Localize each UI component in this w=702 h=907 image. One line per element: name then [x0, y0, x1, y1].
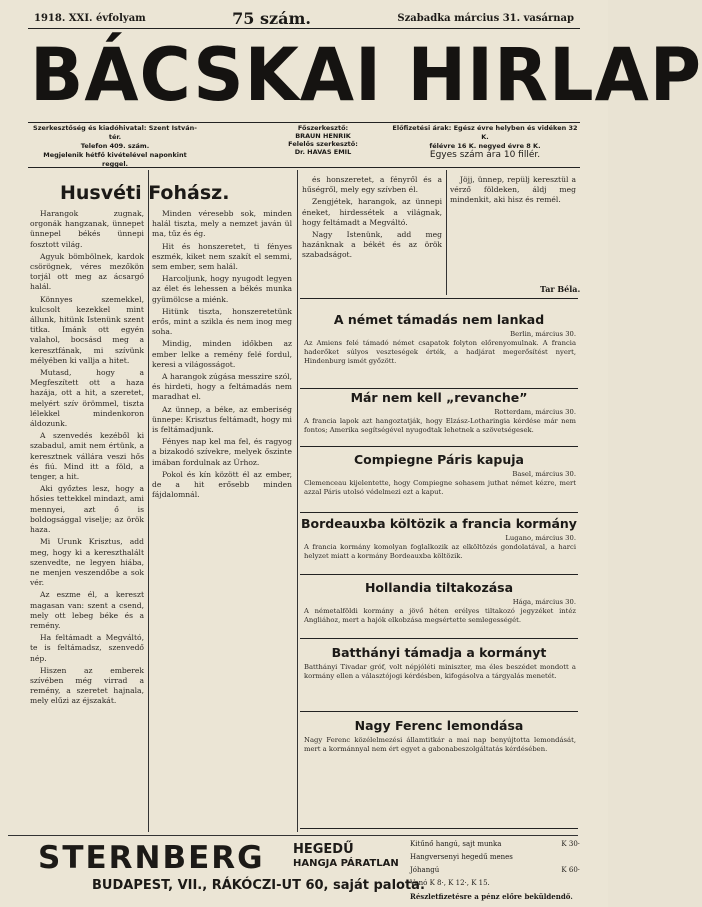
news-rule: [300, 574, 578, 575]
subscription-info: [390, 124, 580, 160]
office-address: Szerkesztőség és kiadóhivatal: Szent István-tér.: [33, 124, 197, 141]
lead-column-2: [152, 209, 292, 831]
news-body: [304, 470, 576, 510]
paragraph: Könnyes szemekkel, kulcsolt kezekkel mint állunk, hitünk Istenünk szent titka. Imánk ott egyén valahol, bocsásd meg a keresztfának, mi szívünk mélyében ki vallja a hitet.: [30, 294, 144, 365]
subs-line-1: Előfizetési árak: Egész évre helyben és vidéken 32 K.: [392, 124, 578, 141]
ad-address: BUDAPEST, VII., RÁKÓCZI-UT 60, saját palota.: [92, 878, 425, 893]
paragraph: Jöjj, ünnep, repülj keresztül a vérző földeken, áldj meg mindenkit, aki hisz és remél.: [450, 175, 576, 205]
single-price: Egyes szám ára 10 fillér.: [429, 150, 541, 160]
paragraph: Mutasd, hogy a Megfeszített ott a haza hazája, ott a hit, a szeretet, melyért szív örömmel, tiszta lélekkel mindenkoron áldozunk.: [30, 368, 144, 429]
news-dateline: Basel, március 30.: [512, 470, 576, 478]
divider-2: [297, 170, 298, 832]
resp-name: Dr. HAVAS EMIL: [294, 148, 352, 156]
news-body: [304, 663, 576, 709]
paragraph: Aki győztes lesz, hogy a hősies tettekkel mindazt, ami mennyei, azt ő is boldogsággal viselje; az örök haza.: [30, 484, 144, 535]
news-dateline: Berlin, március 30.: [510, 330, 576, 338]
paragraph: Mi Urunk Krisztus, add meg, hogy ki a kereszthalált szenvedte, ne legyen hiába, ne menjen veszendőbe a sok vér.: [30, 537, 144, 588]
news-text: A francia kormány komolyan foglalkozik az elköltözés gondolatával, a harci helyzet miatt a kormány Bordeauxba költözik.: [304, 543, 576, 560]
masthead-title: BÁCSKAI HIRLAP: [30, 31, 702, 119]
news-text: A francia lapok azt hangoztatják, hogy Elzász-Lotharingia kérdése már nem fontos; Amerika segítségével nyugodtak lehetnek a szövetségesek.: [304, 417, 576, 434]
news-text: Batthányi Tivadar gróf, volt népjóléti miniszter, ma éles beszédet mondott a kormány ellen a választójogi kérdésben, kifogásolva a tárgyalás menetét.: [304, 663, 576, 680]
news-dateline: Rotterdam, március 30.: [494, 408, 576, 416]
paragraph: Nagy Istenünk, add meg hazánknak a békét és az örök szabadságot.: [302, 230, 442, 260]
subs-line-2: félévre 16 K. negyed évre 8 K.: [429, 142, 541, 150]
news-headline: Nagy Ferenc lemondása: [354, 718, 524, 733]
paragraph: Pokol és kín között él az ember, de a hit erősebb minden fájdalomnál.: [152, 469, 292, 500]
resp-label: Felelős szerkesztő:: [288, 140, 358, 148]
price-label: Kitűnő hangú, sajt munka: [410, 840, 502, 848]
issue-line: [34, 10, 574, 26]
news-headline: Bordeauxba költözik a francia kormány: [301, 516, 577, 531]
ad-product: HEGEDŰ: [293, 842, 354, 857]
paragraph: Harcoljunk, hogy nyugodt legyen az élet és lehessen a békés munka gyümölcse a miénk.: [152, 274, 292, 304]
news-headline: Hollandia tiltakozása: [364, 580, 514, 595]
editors-info: [258, 124, 388, 156]
news-body: [304, 736, 576, 826]
lead-title: Husvéti Fohász.: [60, 182, 230, 204]
news-headline: A német támadás nem lankad: [333, 312, 545, 327]
news-body: [304, 408, 576, 444]
paragraph: Minden véresebb sok, minden halál tiszta, mely a nemzet javán ül ma, tűz és ég.: [152, 209, 292, 239]
news-text: Az Amiens felé támadó német csapatok folyton előrenyomulnak. A francia haderőket súlyos veszteségek érték, a hadjárat megerősítést nyert, Hindenburg ismét győzött.: [304, 339, 576, 365]
ad-price-list: [410, 838, 580, 903]
paragraph: Hitünk tiszta, honszeretetünk erős, mint a szikla és nem inog meg soha.: [152, 306, 292, 337]
paragraph: Hiszen az emberek szívében még virrad a remény, a szeretet hajnala, mely elűzi az éjszakát.: [30, 665, 144, 706]
rule-info: [28, 167, 580, 168]
paragraph: Mindig, minden időkben az ember lelke a remény felé fordul, keresi a világosságot.: [152, 339, 292, 369]
paragraph: Fényes nap kel ma fel, és ragyog a bizakodó szívekre, melyek őszinte imában fordulnak az Úrhoz.: [152, 437, 292, 467]
news-rule: [300, 638, 578, 639]
appearance-note: Megjelenik hétfő kivételével naponkint reggel.: [43, 151, 187, 168]
date-label: Szabadka március 31. vasárnap: [397, 12, 574, 24]
paragraph: Ha feltámadt a Megváltó, te is feltámadsz, szenvedő nép.: [30, 633, 144, 663]
paragraph: Agyuk bömbölnek, kardok csörögnek, véres mezőkön torjál ott meg az ácsargó halál.: [30, 251, 144, 292]
divider-1: [148, 170, 149, 832]
price-label: Vonó K 8·, K 12·, K 15.: [410, 879, 490, 887]
sternberg-ad: [8, 835, 580, 901]
info-bar: [30, 124, 578, 168]
editor-label: Főszerkesztő:: [297, 124, 349, 132]
ad-tagline: HANGJA PÁRATLAN: [293, 858, 399, 869]
price-value: K 30·: [561, 840, 580, 848]
news-headline: Compiegne Páris kapuja: [354, 452, 524, 467]
news-headline: Már nem kell „revanche”: [350, 390, 528, 405]
paragraph: Zengjétek, harangok, az ünnepi éneket, hirdessétek a világnak, hogy feltámadt a Megváltó.: [302, 197, 442, 227]
price-label: Hangversenyi hegedű menes: [410, 853, 513, 861]
price-row: [410, 838, 580, 851]
news-text: Clemenceau kijelentette, hogy Compiegne sohasem juthat német kézre, mert azzal Páris utolsó védelmezi ezt a kaput.: [304, 479, 576, 496]
price-row: [410, 864, 580, 877]
lead-column-3: [302, 175, 442, 300]
news-dateline: Lugano, március 30.: [505, 534, 576, 542]
news-text: Nagy Ferenc közélelmezési államtitkár a mai nap benyújtotta lemondását, mert a kormánnyal nem ért egyet a gabonabeszolgáltatás kérdésében.: [304, 736, 576, 753]
office-info: [30, 124, 200, 169]
paragraph: Az eszme él, a kereszt magasan van: szent a csend, mely ott lebeg béke és a remény.: [30, 590, 144, 630]
lead-column-1: [30, 209, 144, 831]
paragraph: Harangok zugnak, orgonák hangzanak, ünnepet ünnepel békés ünnepi fosztott világ.: [30, 209, 144, 249]
rule-mast: [28, 122, 580, 123]
year-label: 1918. XXI. évfolyam: [34, 12, 146, 24]
news-rule: [300, 512, 578, 513]
news-rule: [300, 446, 578, 447]
news-body: [304, 534, 576, 572]
price-value: K 60·: [561, 866, 580, 874]
lead-column-4: [450, 175, 576, 285]
paragraph: A szenvedés kezéből ki szabadul, amit nem értünk, a keresztnek vállára veszi hős és fiú. Mind itt a föld, a tenger, a hit.: [30, 431, 144, 482]
rule-news: [300, 298, 578, 299]
news-body: [304, 598, 576, 636]
news-headline: Batthányi támadja a kormányt: [331, 645, 547, 660]
issue-number: 75 szám.: [232, 8, 311, 28]
news-rule: [300, 828, 578, 829]
price-row: [410, 877, 580, 890]
price-row: [410, 851, 580, 864]
ad-footer: Részletfizetésre a pénz előre beküldendő.: [410, 892, 573, 901]
price-label: Jóhangú: [410, 866, 440, 874]
paragraph: és honszeretet, a fényről és a hűségről, mely egy szívben él.: [302, 175, 442, 195]
office-phone: Telefon 409. szám.: [80, 142, 150, 150]
paragraph: Hit és honszeretet, ti fényes eszmék, kiket nem szakít el semmi, sem ember, sem halál.: [152, 241, 292, 272]
news-rule: [300, 388, 578, 389]
news-dateline: Hága, március 30.: [512, 598, 576, 606]
paragraph: Az ünnep, a béke, az emberiség ünnepe: Krisztus feltámadt, hogy mi is feltámadjunk.: [152, 404, 292, 435]
news-body: [304, 330, 576, 386]
paragraph: A harangok zúgása messzire szól, és hirdeti, hogy a feltámadás nem maradhat el.: [152, 372, 292, 402]
news-text: A németalföldi kormány a jövő héten erélyes tiltakozó jegyzéket intéz Angliához, mert a hajók elkobzása megsértette semlegességét.: [304, 607, 576, 624]
editor-name: BRAUN HENRIK: [295, 132, 351, 140]
lead-author: Tar Béla.: [540, 284, 581, 294]
divider-3: [446, 170, 447, 295]
ad-brand: STERNBERG: [38, 840, 265, 876]
news-rule: [300, 711, 578, 712]
